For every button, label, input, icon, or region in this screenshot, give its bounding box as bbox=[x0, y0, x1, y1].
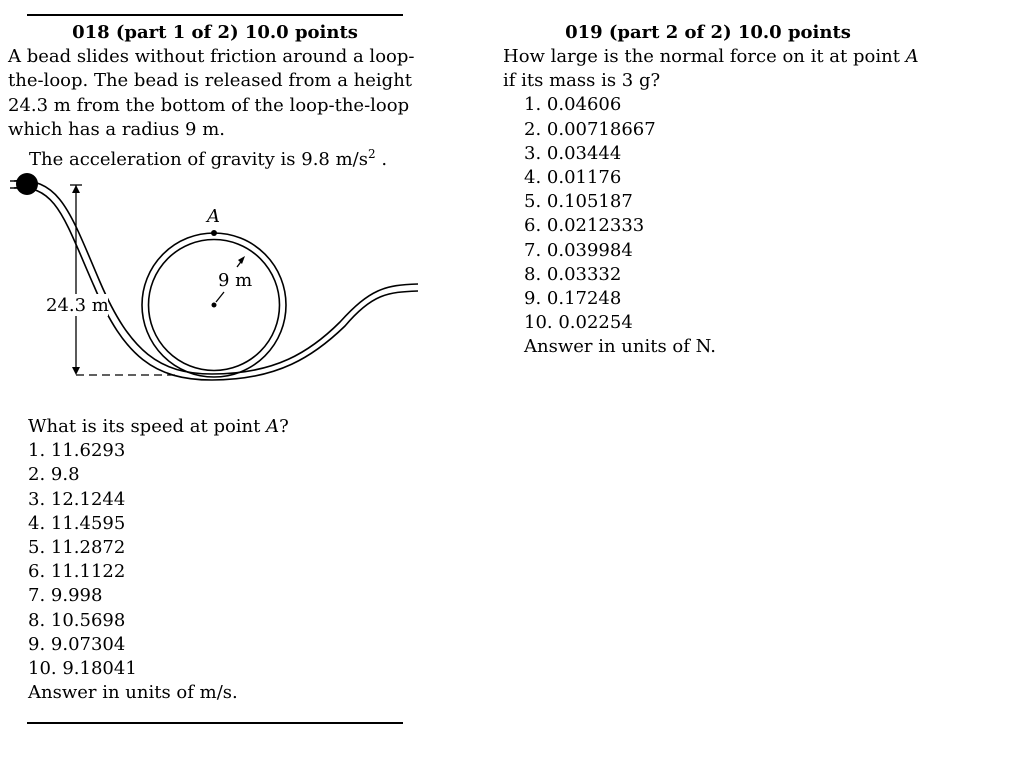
q019-body-text: How large is the normal force on it at point bbox=[503, 46, 906, 67]
radius-line-lower bbox=[216, 292, 224, 302]
q018-question-point: A bbox=[266, 416, 280, 437]
q019-body-line: if its mass is 3 g? bbox=[503, 70, 661, 92]
top-rule bbox=[27, 14, 403, 16]
q018-choice[interactable]: 6. 11.1122 bbox=[28, 561, 126, 583]
bottom-rule bbox=[27, 722, 403, 724]
q018-choice[interactable]: 2. 9.8 bbox=[28, 464, 80, 486]
q019-block bbox=[503, 45, 919, 358]
loop-center bbox=[212, 303, 217, 308]
height-arrow-down bbox=[72, 367, 80, 375]
q019-choice[interactable]: 9. 0.17248 bbox=[524, 287, 622, 309]
bead bbox=[16, 173, 38, 195]
q018-choice[interactable]: 4. 11.4595 bbox=[28, 512, 126, 534]
gravity-suffix: . bbox=[375, 149, 388, 171]
q019-choices bbox=[503, 93, 919, 358]
q018-body-line: the-loop. The bead is released from a height bbox=[8, 70, 413, 92]
q019-body-line bbox=[503, 45, 919, 69]
q018-title: 018 (part 1 of 2) 10.0 points bbox=[72, 22, 358, 43]
q019-choice[interactable]: 6. 0.0212333 bbox=[524, 215, 645, 237]
q018-choice[interactable]: 8. 10.5698 bbox=[28, 609, 126, 631]
q019-choice[interactable]: 3. 0.03444 bbox=[524, 142, 622, 164]
q019-choice[interactable]: 8. 0.03332 bbox=[524, 263, 622, 285]
q019-body-point: A bbox=[905, 46, 919, 67]
gravity-exponent: 2 bbox=[367, 147, 376, 162]
q018-body-line: which has a radius 9 m. bbox=[8, 118, 226, 140]
q018-question-block bbox=[28, 415, 289, 705]
point-a-label: A bbox=[207, 206, 220, 227]
q018-choice[interactable]: 7. 9.998 bbox=[28, 585, 103, 607]
q018-question-suffix: ? bbox=[279, 416, 289, 437]
q019-choice[interactable]: 4. 0.01176 bbox=[524, 166, 622, 188]
q018-question-text: What is its speed at point bbox=[28, 416, 267, 437]
radius-label: 9 m bbox=[218, 270, 253, 291]
q019-title: 019 (part 2 of 2) 10.0 points bbox=[565, 22, 851, 43]
q018-body bbox=[8, 45, 415, 171]
q019-choice[interactable]: 7. 0.039984 bbox=[524, 239, 633, 261]
q018-gravity-line bbox=[8, 142, 414, 171]
height-arrow-up bbox=[72, 185, 80, 193]
radius-arrowhead bbox=[238, 256, 245, 264]
q018-choice[interactable]: 3. 12.1244 bbox=[28, 488, 126, 510]
q018-body-line: A bead slides without friction around a loop- bbox=[8, 46, 415, 67]
q018-question bbox=[28, 415, 289, 439]
q018-choice[interactable]: 5. 11.2872 bbox=[28, 536, 126, 558]
loop-the-loop-figure bbox=[0, 172, 420, 382]
point-a-dot bbox=[211, 230, 217, 236]
q019-choice[interactable]: 5. 0.105187 bbox=[524, 191, 633, 213]
q018-answer-units: Answer in units of m/s. bbox=[28, 682, 238, 704]
q019-answer-units: Answer in units of N. bbox=[524, 336, 716, 358]
q018-choice[interactable]: 9. 9.07304 bbox=[28, 633, 126, 655]
q018-body-line: 24.3 m from the bottom of the loop-the-loop bbox=[8, 94, 410, 116]
q019-choice[interactable]: 10. 0.02254 bbox=[524, 312, 633, 334]
height-label: 24.3 m bbox=[46, 295, 109, 316]
q019-choice[interactable]: 2. 0.00718667 bbox=[524, 118, 656, 140]
gravity-text: The acceleration of gravity is 9.8 m/s bbox=[29, 149, 368, 171]
q019-choice[interactable]: 1. 0.04606 bbox=[524, 94, 622, 116]
q018-choice[interactable]: 10. 9.18041 bbox=[28, 657, 137, 679]
q018-choice[interactable]: 1. 11.6293 bbox=[28, 440, 126, 462]
